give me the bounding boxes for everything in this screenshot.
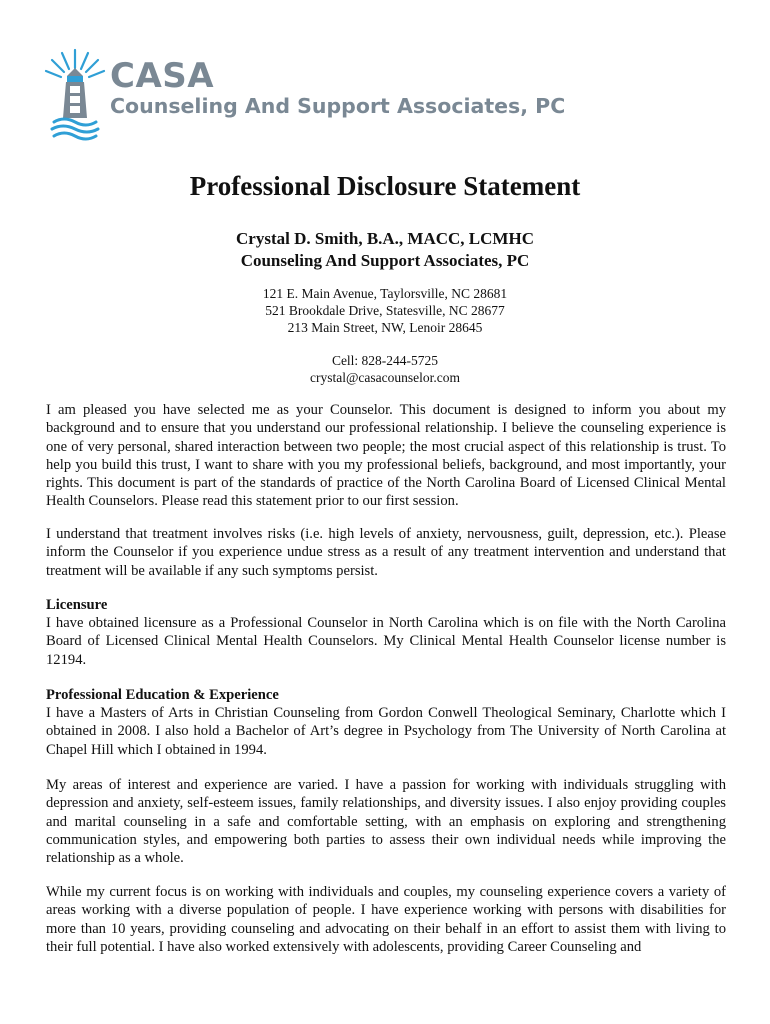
document-title: Professional Disclosure Statement xyxy=(189,171,581,201)
lighthouse-icon xyxy=(40,46,110,146)
focus-text: While my current focus is on working with individuals and couples, my counseling experience covers a variety of areas working with a diverse population of people. I have experience working with persons with disabilities for more than 10 years, providing counseling and advocating on their behalf in an effort to assist them with living to their full potential. I have also worked extensively with adolescents, providing Career Counseling and xyxy=(46,884,726,955)
risks-text: I understand that treatment involves risks (i.e. high levels of anxiety, nervousness, guilt, depression, etc.). Please inform the Counselor if you experience undue stress as a result of any treatment intervention and understand that treatment will be available if any such symptoms persist. xyxy=(46,526,726,579)
interests-paragraph xyxy=(46,776,726,867)
education-text: I have a Masters of Arts in Christian Counseling from Gordon Conwell Theological Seminary, Charlotte which I obtained in 2008. I also hold a Bachelor of Art’s degree in Psychology from The University of North Carolina at Chapel Hill which I obtained in 1994. xyxy=(46,705,726,758)
practice-name: Counseling And Support Associates, PC xyxy=(240,251,530,270)
education-heading: Professional Education & Experience xyxy=(46,687,279,703)
counselor-name: Crystal D. Smith, B.A., MACC, LCMHC xyxy=(236,229,534,248)
licensure-text: I have obtained licensure as a Professional Counselor in North Carolina which is on file with the North Carolina Board of Licensed Clinical Mental Health Counselors. My Clinical Mental Health Counselor license number is 12194. xyxy=(46,615,726,668)
cell-phone: Cell: 828-244-5725 xyxy=(331,353,439,368)
licensure-heading: Licensure xyxy=(46,597,108,613)
focus-paragraph xyxy=(46,883,726,956)
intro-paragraph xyxy=(46,401,726,511)
address-line: 521 Brookdale Drive, Statesville, NC 28677 xyxy=(265,303,505,318)
logo-subtitle: Counseling And Support Associates, PC xyxy=(110,94,566,118)
casa-logo xyxy=(40,46,566,146)
interests-text: My areas of interest and experience are varied. I have a passion for working with individuals struggling with depression and anxiety, self-esteem issues, family relationships, and diversity issues. I also enjoy providing couples and marital counseling in a safe and comfortable setting, with an emphasis on exploring and strengthening communication styles, and empowering both parties to assess their own individual needs while improving the relationship as a whole. xyxy=(46,777,726,867)
address-line: 121 E. Main Avenue, Taylorsville, NC 28681 xyxy=(262,286,508,301)
education-paragraph xyxy=(46,704,726,759)
email-address: crystal@casacounselor.com xyxy=(309,370,460,385)
risks-paragraph xyxy=(46,525,726,580)
logo-brand-text: CASA xyxy=(110,56,215,96)
licensure-paragraph xyxy=(46,614,726,669)
address-line: 213 Main Street, NW, Lenoir 28645 xyxy=(287,320,483,335)
intro-text: I am pleased you have selected me as your Counselor. This document is designed to inform you about my background and to ensure that you understand our professional relationship. I believe the counseling experience is one of very personal, shared interaction between two people; the most crucial aspect of this relationship is trust. To help you build this trust, I want to share with you my professional beliefs, background, and most importantly, your rights. This document is part of the standards of practice of the North Carolina Board of Licensed Clinical Mental Health Counselors. Please read this statement prior to our first session. xyxy=(46,402,726,510)
